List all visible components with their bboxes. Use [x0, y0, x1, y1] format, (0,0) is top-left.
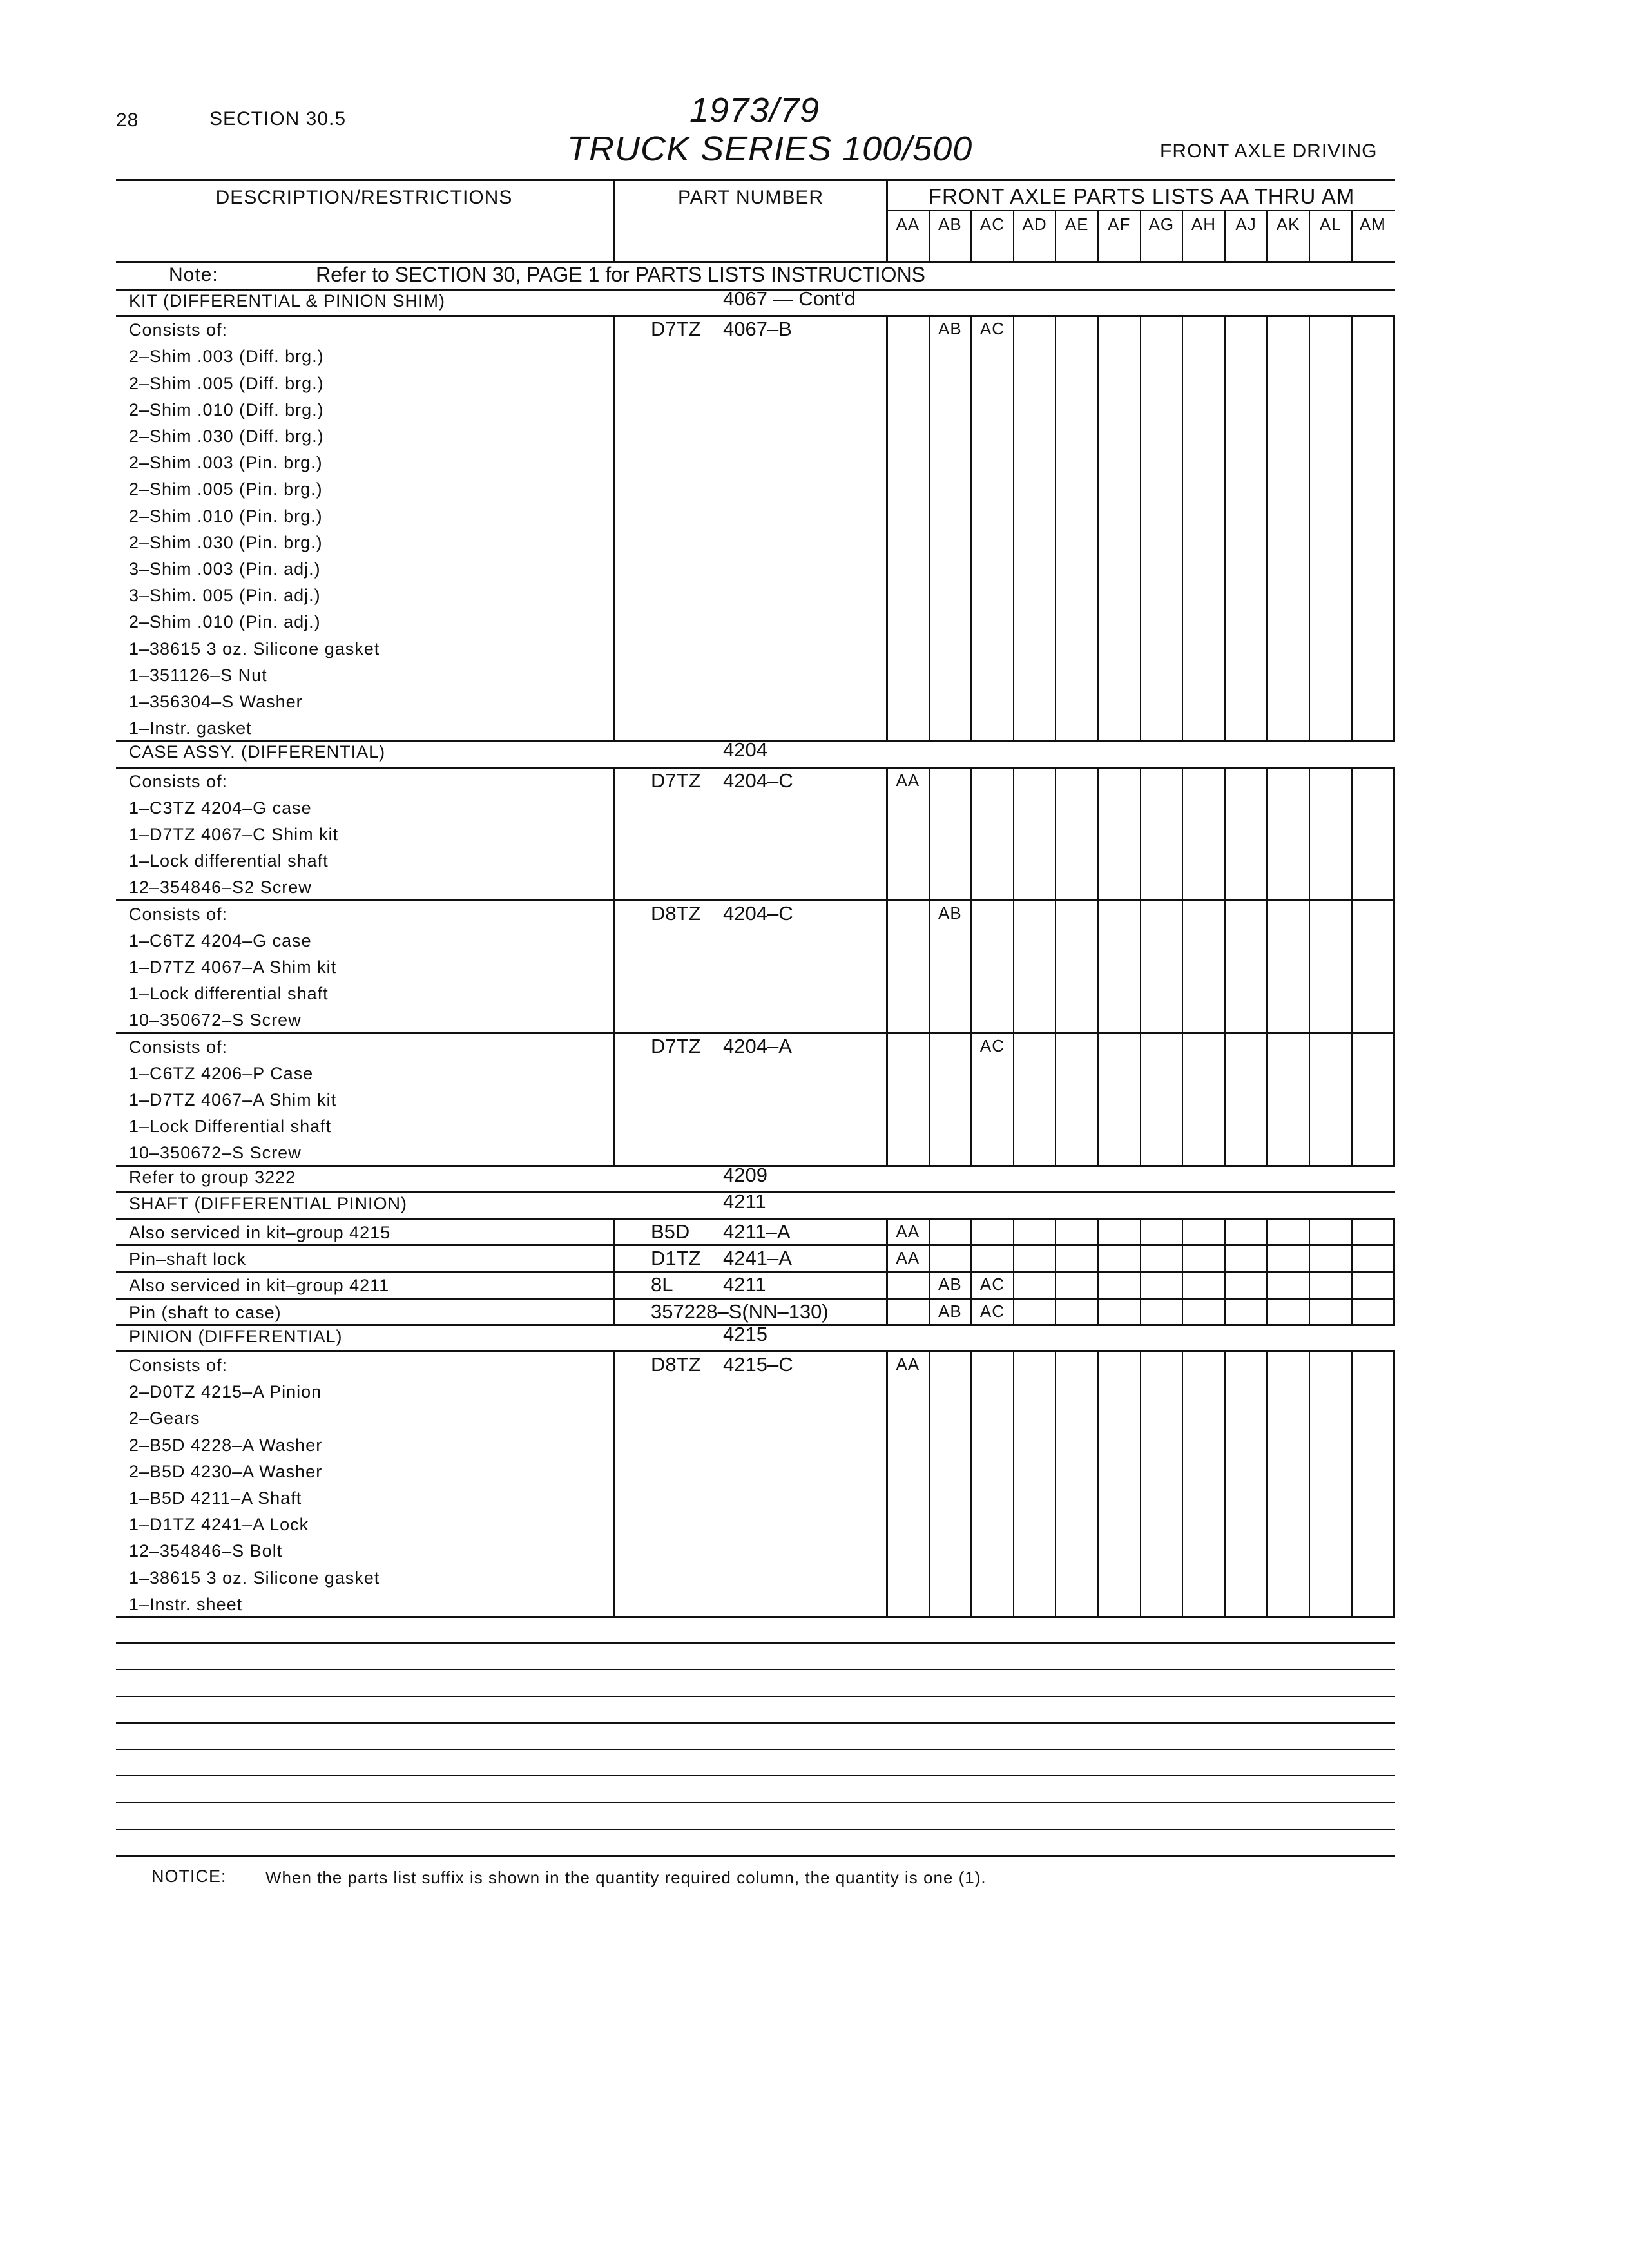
blank-line	[116, 1749, 1395, 1750]
component-line: 1–D1TZ 4241–A Lock	[129, 1515, 309, 1535]
list-column-divider	[1182, 1218, 1183, 1244]
component-line: 2–Shim .003 (Pin. brg.)	[129, 453, 323, 473]
list-column-divider	[1224, 767, 1226, 899]
part-prefix: 8L	[651, 1273, 673, 1296]
list-column-divider	[1309, 1032, 1310, 1165]
list-column-divider	[1097, 899, 1099, 1032]
list-column-divider	[929, 1244, 930, 1271]
component-line: 10–350672–S Screw	[129, 1010, 302, 1030]
column-divider	[1393, 1350, 1395, 1616]
column-divider	[613, 1298, 615, 1324]
list-column-divider	[1224, 315, 1226, 740]
consists-of-label: Consists of:	[129, 1037, 228, 1057]
list-column-divider	[1182, 899, 1183, 1032]
list-column-divider	[1097, 1350, 1099, 1616]
list-column-divider	[970, 315, 972, 740]
list-flag-aa: AA	[896, 1248, 920, 1268]
column-divider	[886, 315, 888, 740]
list-code-divider	[1224, 210, 1226, 263]
column-divider	[886, 899, 888, 1032]
list-column-divider	[1266, 899, 1268, 1032]
group-rule	[116, 1350, 1395, 1352]
list-column-divider	[1224, 1298, 1226, 1324]
component-line: 2–B5D 4230–A Washer	[129, 1461, 323, 1481]
list-flag-ac: AC	[979, 319, 1005, 339]
header-divider	[886, 179, 888, 263]
entry-rule	[116, 899, 1395, 901]
list-column-divider	[1351, 1350, 1353, 1616]
column-divider	[886, 1032, 888, 1165]
list-column-divider	[970, 899, 972, 1032]
list-column-divider	[1055, 1032, 1056, 1165]
part-base: 4215–C	[723, 1353, 793, 1376]
component-line: 1–B5D 4211–A Shaft	[129, 1488, 302, 1508]
list-column-divider	[1013, 767, 1014, 899]
column-divider	[613, 1218, 615, 1244]
list-column-divider	[1055, 1218, 1056, 1244]
list-code-divider	[1055, 210, 1056, 263]
component-line: Pin–shaft lock	[129, 1249, 247, 1269]
list-column-divider	[1351, 1032, 1353, 1165]
list-code-ah: AH	[1191, 215, 1217, 234]
list-code-al: AL	[1319, 215, 1342, 234]
list-code-aj: AJ	[1235, 215, 1257, 234]
list-column-divider	[1013, 1244, 1014, 1271]
list-column-divider	[929, 315, 930, 740]
list-column-divider	[1266, 1244, 1268, 1271]
component-line: 3–Shim .003 (Pin. adj.)	[129, 559, 321, 579]
list-column-divider	[1140, 1298, 1141, 1324]
list-column-divider	[970, 1218, 972, 1244]
list-code-divider	[1140, 210, 1141, 263]
list-column-divider	[1140, 1218, 1141, 1244]
group-rule	[116, 1218, 1395, 1220]
component-line: Pin (shaft to case)	[129, 1302, 282, 1322]
list-column-divider	[1224, 1032, 1226, 1165]
consists-of-label: Consists of:	[129, 771, 228, 791]
component-line: 1–Instr. gasket	[129, 718, 252, 738]
list-column-divider	[1182, 1298, 1183, 1324]
part-prefix: D7TZ	[651, 318, 701, 341]
list-code-ac: AC	[979, 215, 1005, 234]
list-code-af: AF	[1108, 215, 1131, 234]
list-column-divider	[1013, 1032, 1014, 1165]
list-code-ab: AB	[938, 215, 962, 234]
list-code-ae: AE	[1065, 215, 1089, 234]
component-line: 2–Shim .005 (Diff. brg.)	[129, 373, 324, 393]
list-flag-ac: AC	[979, 1274, 1005, 1294]
list-column-divider	[1055, 315, 1056, 740]
group-title: PINION (DIFFERENTIAL)	[129, 1326, 343, 1346]
column-divider	[1393, 1244, 1395, 1271]
component-line: 2–D0TZ 4215–A Pinion	[129, 1382, 322, 1402]
part-prefix: D7TZ	[651, 1034, 701, 1057]
component-line: Also serviced in kit–group 4211	[129, 1276, 390, 1296]
list-flag-aa: AA	[896, 1222, 920, 1241]
component-line: 2–Shim .010 (Diff. brg.)	[129, 399, 324, 419]
component-line: 2–Shim .010 (Pin. adj.)	[129, 612, 321, 632]
component-line: 1–C6TZ 4206–P Case	[129, 1063, 314, 1083]
list-code-am: AM	[1359, 215, 1386, 234]
column-divider	[1393, 1032, 1395, 1165]
list-column-divider	[1182, 1350, 1183, 1616]
blank-line	[116, 1669, 1395, 1670]
part-base: 4204–C	[723, 901, 793, 925]
consists-of-label: Consists of:	[129, 1356, 228, 1375]
component-line: 1–356304–S Washer	[129, 692, 303, 711]
consists-of-label: Consists of:	[129, 904, 228, 924]
list-code-divider	[1266, 210, 1268, 263]
group-title: KIT (DIFFERENTIAL & PINION SHIM)	[129, 291, 446, 311]
list-column-divider	[1097, 315, 1099, 740]
list-column-divider	[1351, 1298, 1353, 1324]
entry-rule	[116, 1616, 1395, 1618]
part-prefix: D8TZ	[651, 901, 701, 925]
list-column-divider	[1140, 1032, 1141, 1165]
blank-line	[116, 1802, 1395, 1803]
list-column-divider	[1309, 767, 1310, 899]
list-column-divider	[1266, 1298, 1268, 1324]
group-number: 4067 — Cont'd	[723, 287, 856, 310]
component-line: 2–B5D 4228–A Washer	[129, 1435, 323, 1455]
column-divider	[886, 1271, 888, 1297]
list-column-divider	[1309, 1218, 1310, 1244]
list-column-divider	[1224, 1244, 1226, 1271]
group-title: Refer to group 3222	[129, 1167, 296, 1187]
part-base: 4211–A	[723, 1220, 791, 1243]
entry-rule	[116, 1032, 1395, 1034]
list-column-divider	[1351, 899, 1353, 1032]
part-base: 4204–A	[723, 1034, 792, 1057]
list-flag-aa: AA	[896, 1354, 920, 1374]
list-flag-aa: AA	[896, 770, 920, 790]
list-column-divider	[1224, 1218, 1226, 1244]
component-line: 2–Shim .030 (Diff. brg.)	[129, 427, 324, 446]
note-label: Note:	[169, 264, 218, 285]
list-column-divider	[1140, 1244, 1141, 1271]
list-column-divider	[1097, 1218, 1099, 1244]
component-line: 1–Lock differential shaft	[129, 851, 329, 871]
group-number: 4211	[723, 1189, 766, 1213]
parts-lists-header-rule	[888, 210, 1395, 211]
part-prefix: D1TZ	[651, 1247, 701, 1270]
list-column-divider	[1351, 767, 1353, 899]
list-column-divider	[929, 1218, 930, 1244]
column-divider	[1393, 315, 1395, 740]
part-prefix: B5D	[651, 1220, 690, 1243]
list-column-divider	[1055, 899, 1056, 1032]
part-prefix: D7TZ	[651, 769, 701, 792]
section-name: FRONT AXLE DRIVING	[1160, 140, 1378, 162]
list-column-divider	[1055, 767, 1056, 899]
column-divider	[886, 1298, 888, 1324]
group-number: 4209	[723, 1163, 767, 1186]
list-column-divider	[1266, 1271, 1268, 1297]
list-code-divider	[1182, 210, 1183, 263]
title-years: 1973/79	[689, 91, 820, 130]
component-line: 10–350672–S Screw	[129, 1143, 302, 1163]
list-column-divider	[1097, 1032, 1099, 1165]
part-base: 4067–B	[723, 318, 792, 341]
list-column-divider	[1224, 1271, 1226, 1297]
list-column-divider	[1013, 1218, 1014, 1244]
part-base: 4204–C	[723, 769, 793, 792]
list-column-divider	[1266, 1350, 1268, 1616]
list-column-divider	[1013, 1298, 1014, 1324]
list-column-divider	[929, 767, 930, 899]
group-title: CASE ASSY. (DIFFERENTIAL)	[129, 742, 386, 762]
list-column-divider	[1351, 1244, 1353, 1271]
blank-line	[116, 1722, 1395, 1724]
component-line: 1–Lock Differential shaft	[129, 1117, 332, 1137]
list-column-divider	[1182, 1032, 1183, 1165]
component-line: 2–Shim .030 (Pin. brg.)	[129, 532, 323, 552]
component-line: 3–Shim. 005 (Pin. adj.)	[129, 586, 321, 606]
list-flag-ab: AB	[938, 903, 962, 923]
group-number: 4215	[723, 1322, 767, 1345]
list-column-divider	[929, 1032, 930, 1165]
list-column-divider	[1013, 899, 1014, 1032]
component-line: 2–Gears	[129, 1408, 200, 1428]
part-number-header: PART NUMBER	[677, 187, 824, 208]
blank-line	[116, 1696, 1395, 1697]
component-line: 1–C6TZ 4204–G case	[129, 930, 312, 950]
part-base: 4211	[723, 1273, 766, 1296]
column-divider	[613, 1271, 615, 1297]
part-prefix: 357228–S(NN–130)	[651, 1300, 829, 1323]
list-column-divider	[1266, 1218, 1268, 1244]
list-column-divider	[1351, 1218, 1353, 1244]
component-line: Also serviced in kit–group 4215	[129, 1223, 391, 1242]
list-flag-ab: AB	[938, 1274, 962, 1294]
list-flag-ab: AB	[938, 319, 962, 339]
list-column-divider	[1266, 315, 1268, 740]
list-column-divider	[1182, 767, 1183, 899]
component-line: 1–D7TZ 4067–C Shim kit	[129, 825, 339, 844]
component-line: 1–D7TZ 4067–A Shim kit	[129, 1090, 337, 1110]
list-column-divider	[1055, 1271, 1056, 1297]
component-line: 2–Shim .003 (Diff. brg.)	[129, 347, 324, 367]
list-code-ad: AD	[1022, 215, 1047, 234]
note-text: Refer to SECTION 30, PAGE 1 for PARTS LISTS INSTRUCTIONS	[316, 263, 926, 286]
list-column-divider	[1351, 315, 1353, 740]
list-column-divider	[970, 1350, 972, 1616]
group-rule	[116, 767, 1395, 769]
component-line: 12–354846–S Bolt	[129, 1541, 283, 1561]
entry-rule	[116, 1298, 1395, 1300]
list-column-divider	[1309, 315, 1310, 740]
list-column-divider	[929, 1350, 930, 1616]
list-column-divider	[1351, 1271, 1353, 1297]
list-column-divider	[1013, 315, 1014, 740]
list-column-divider	[1309, 1298, 1310, 1324]
component-line: 1–Instr. sheet	[129, 1594, 243, 1614]
column-divider	[1393, 1298, 1395, 1324]
column-divider	[1393, 1271, 1395, 1297]
list-column-divider	[1013, 1350, 1014, 1616]
list-column-divider	[1182, 1244, 1183, 1271]
list-code-aa: AA	[896, 215, 920, 234]
component-line: 1–38615 3 oz. Silicone gasket	[129, 639, 380, 658]
column-divider	[613, 315, 615, 740]
component-line: 1–D7TZ 4067–A Shim kit	[129, 957, 337, 977]
list-column-divider	[1182, 315, 1183, 740]
list-code-divider	[929, 210, 930, 263]
column-divider	[886, 1350, 888, 1616]
list-code-divider	[1013, 210, 1014, 263]
page-number: 28	[116, 110, 139, 131]
component-line: 2–Shim .010 (Pin. brg.)	[129, 506, 323, 526]
group-rule	[116, 315, 1395, 317]
part-prefix: D8TZ	[651, 1353, 701, 1376]
column-divider	[613, 1350, 615, 1616]
list-column-divider	[1013, 1271, 1014, 1297]
blank-line	[116, 1775, 1395, 1776]
column-divider	[613, 1244, 615, 1271]
component-line: 1–38615 3 oz. Silicone gasket	[129, 1568, 380, 1588]
list-column-divider	[970, 767, 972, 899]
list-column-divider	[1055, 1298, 1056, 1324]
list-flag-ab: AB	[938, 1301, 962, 1321]
component-line: 2–Shim .005 (Pin. brg.)	[129, 479, 323, 499]
list-column-divider	[1140, 767, 1141, 899]
list-column-divider	[1224, 899, 1226, 1032]
list-code-ak: AK	[1276, 215, 1300, 234]
column-divider	[613, 767, 615, 899]
list-code-ag: AG	[1148, 215, 1175, 234]
component-line: 1–351126–S Nut	[129, 665, 267, 685]
list-column-divider	[1182, 1271, 1183, 1297]
list-code-divider	[1309, 210, 1310, 263]
list-column-divider	[1309, 899, 1310, 1032]
list-column-divider	[1055, 1350, 1056, 1616]
entry-rule	[116, 1271, 1395, 1273]
list-column-divider	[1140, 315, 1141, 740]
description-header: DESCRIPTION/RESTRICTIONS	[215, 187, 513, 208]
list-column-divider	[1097, 1244, 1099, 1271]
list-column-divider	[1097, 1298, 1099, 1324]
list-code-divider	[1097, 210, 1099, 263]
list-column-divider	[1055, 1244, 1056, 1271]
column-divider	[1393, 899, 1395, 1032]
list-flag-ac: AC	[979, 1301, 1005, 1321]
section-label: SECTION 30.5	[209, 108, 347, 130]
part-base: 4241–A	[723, 1247, 792, 1270]
list-column-divider	[1309, 1244, 1310, 1271]
list-column-divider	[1140, 899, 1141, 1032]
list-column-divider	[1309, 1271, 1310, 1297]
list-flag-ac: AC	[979, 1035, 1005, 1055]
list-code-divider	[1351, 210, 1353, 263]
column-divider	[613, 899, 615, 1032]
component-line: 1–C3TZ 4204–G case	[129, 798, 312, 818]
group-title: SHAFT (DIFFERENTIAL PINION)	[129, 1193, 408, 1213]
notice-text: When the parts list suffix is shown in the quantity required column, the quantity is one (1).	[265, 1868, 987, 1887]
blank-line	[116, 1642, 1395, 1644]
consists-of-label: Consists of:	[129, 320, 228, 340]
component-line: 1–Lock differential shaft	[129, 984, 329, 1004]
component-line: 12–354846–S2 Screw	[129, 878, 312, 898]
column-divider	[1393, 1218, 1395, 1244]
column-divider	[1393, 767, 1395, 899]
table-top-rule	[116, 179, 1395, 181]
list-column-divider	[1266, 1032, 1268, 1165]
list-column-divider	[1309, 1350, 1310, 1616]
notice-rule	[116, 1855, 1395, 1857]
notice-label: NOTICE:	[151, 1867, 227, 1886]
column-divider	[613, 1032, 615, 1165]
header-divider	[613, 179, 615, 263]
list-column-divider	[1140, 1271, 1141, 1297]
list-column-divider	[1224, 1350, 1226, 1616]
title-series: TRUCK SERIES 100/500	[567, 130, 973, 168]
list-column-divider	[970, 1244, 972, 1271]
list-code-divider	[970, 210, 972, 263]
group-number: 4204	[723, 738, 767, 762]
blank-line	[116, 1829, 1395, 1830]
list-column-divider	[1097, 1271, 1099, 1297]
entry-rule	[116, 1244, 1395, 1246]
list-column-divider	[1140, 1350, 1141, 1616]
list-column-divider	[1266, 767, 1268, 899]
parts-lists-header: FRONT AXLE PARTS LISTS AA THRU AM	[928, 184, 1355, 208]
list-column-divider	[1097, 767, 1099, 899]
